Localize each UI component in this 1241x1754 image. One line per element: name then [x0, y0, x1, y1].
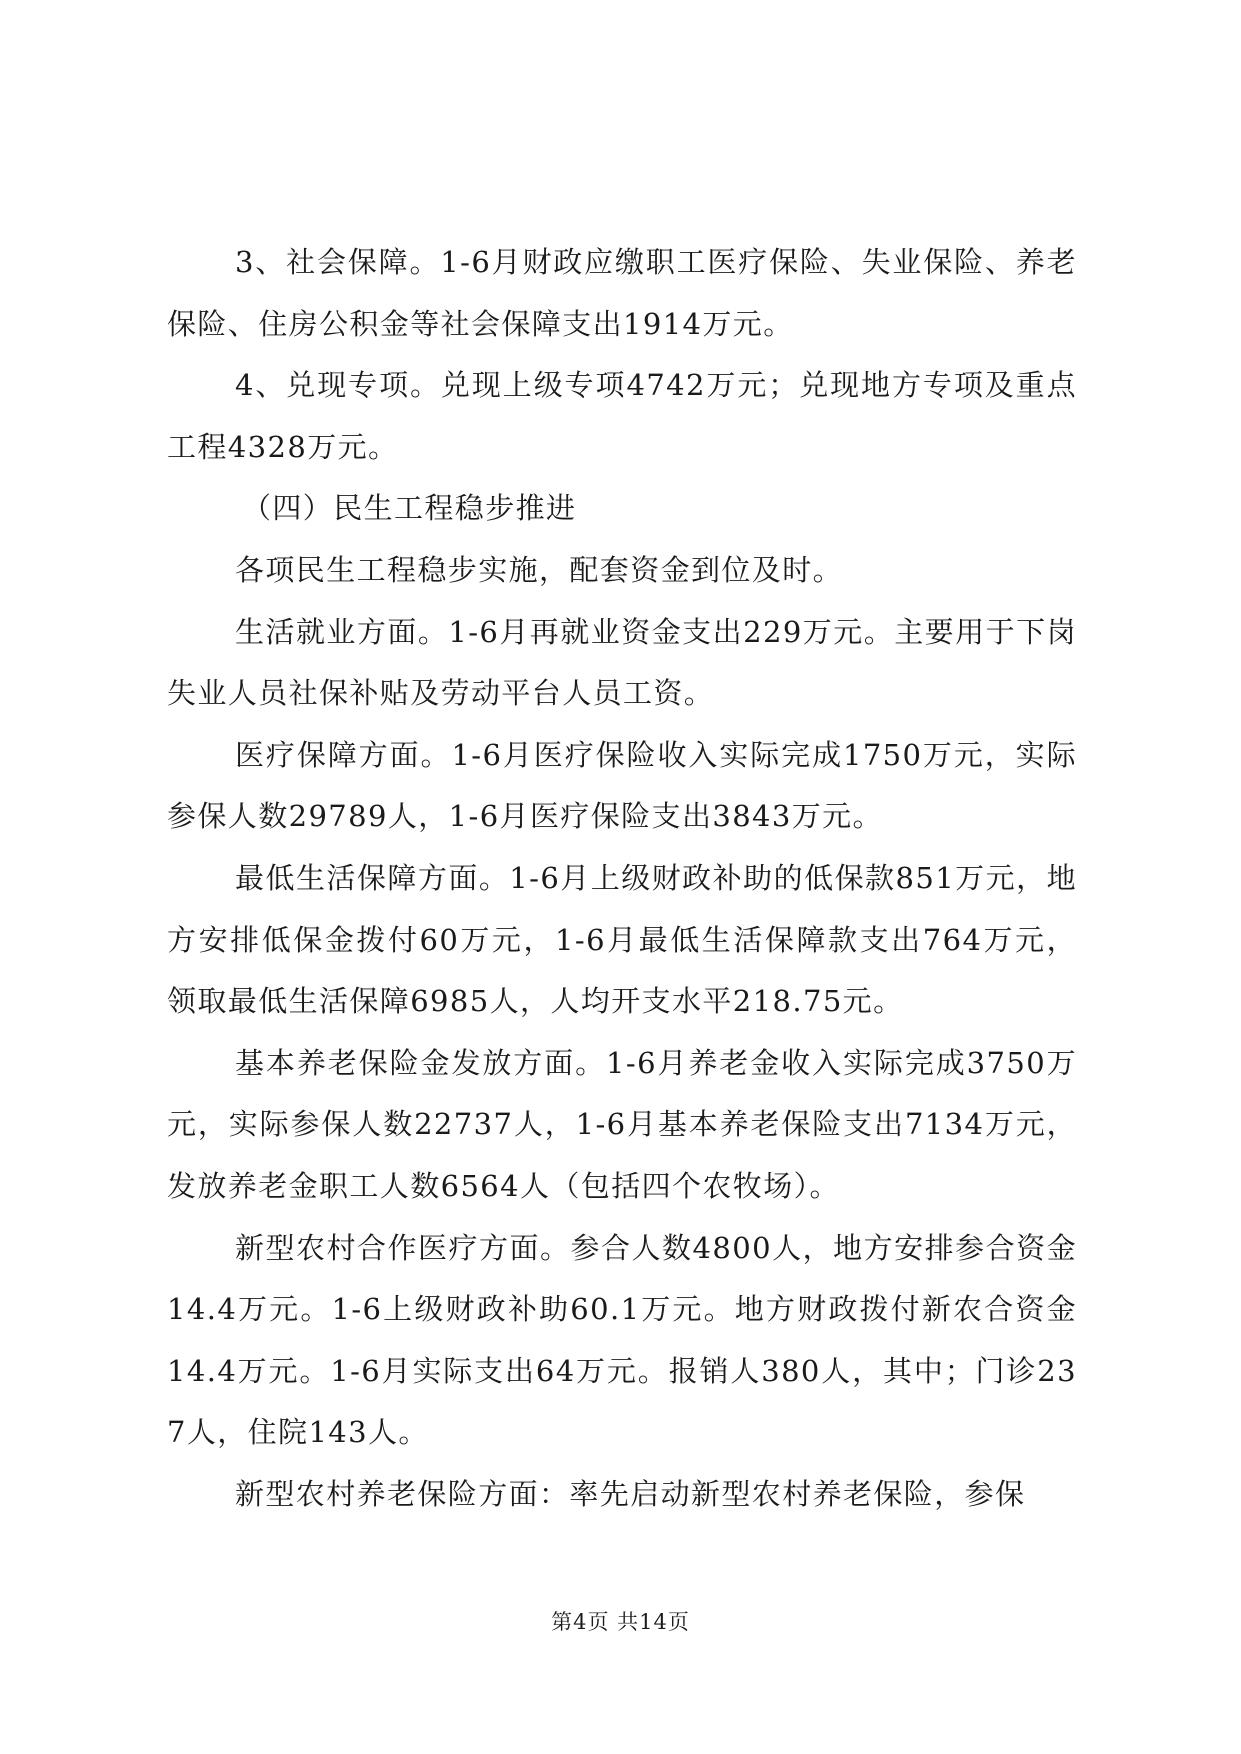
- paragraph-rural-medical: 新型农村合作医疗方面。参合人数4800人，地方安排参合资金14.4万元。1-6上级财政补助60.1万元。地方财政拨付新农合资金14.4万元。1-6月实际支出64万元。报销人380人，其中；门诊237人，住院143人。: [167, 1230, 1077, 1450]
- paragraph-employment: 生活就业方面。1-6月再就业资金支出229万元。主要用于下岗失业人员社保补贴及劳动平台人员工资。: [167, 614, 1077, 711]
- paragraph-pension: 基本养老保险金发放方面。1-6月养老金收入实际完成3750万元，实际参保人数22737人，1-6月基本养老保险支出7134万元，发放养老金职工人数6564人（包括四个农牧场）。: [167, 1045, 1077, 1203]
- paragraph-livelihood-intro: 各项民生工程稳步实施，配套资金到位及时。: [235, 552, 844, 587]
- document-body: [167, 232, 1077, 1525]
- paragraph-social-security: 3、社会保障。1-6月财政应缴职工医疗保险、失业保险、养老保险、住房公积金等社会保障支出1914万元。: [167, 245, 1077, 341]
- paragraph-minimum-living: 最低生活保障方面。1-6月上级财政补助的低保款851万元，地方安排低保金拨付60万元，1-6月最低生活保障款支出764万元，领取最低生活保障6985人，人均开支水平218.75元。: [167, 860, 1077, 1019]
- paragraph-medical-insurance: 医疗保障方面。1-6月医疗保险收入实际完成1750万元，实际参保人数29789人，1-6月医疗保险支出3843万元。: [167, 737, 1077, 834]
- paragraph-rural-pension: 新型农村养老保险方面：率先启动新型农村养老保险，参保: [235, 1476, 1026, 1511]
- section-heading-livelihood: （四）民生工程稳步推进: [242, 491, 577, 526]
- page-footer: 第4页 共14页: [551, 1610, 690, 1634]
- paragraph-special-funds: 4、兑现专项。兑现上级专项4742万元；兑现地方专项及重点工程4328万元。: [167, 368, 1077, 464]
